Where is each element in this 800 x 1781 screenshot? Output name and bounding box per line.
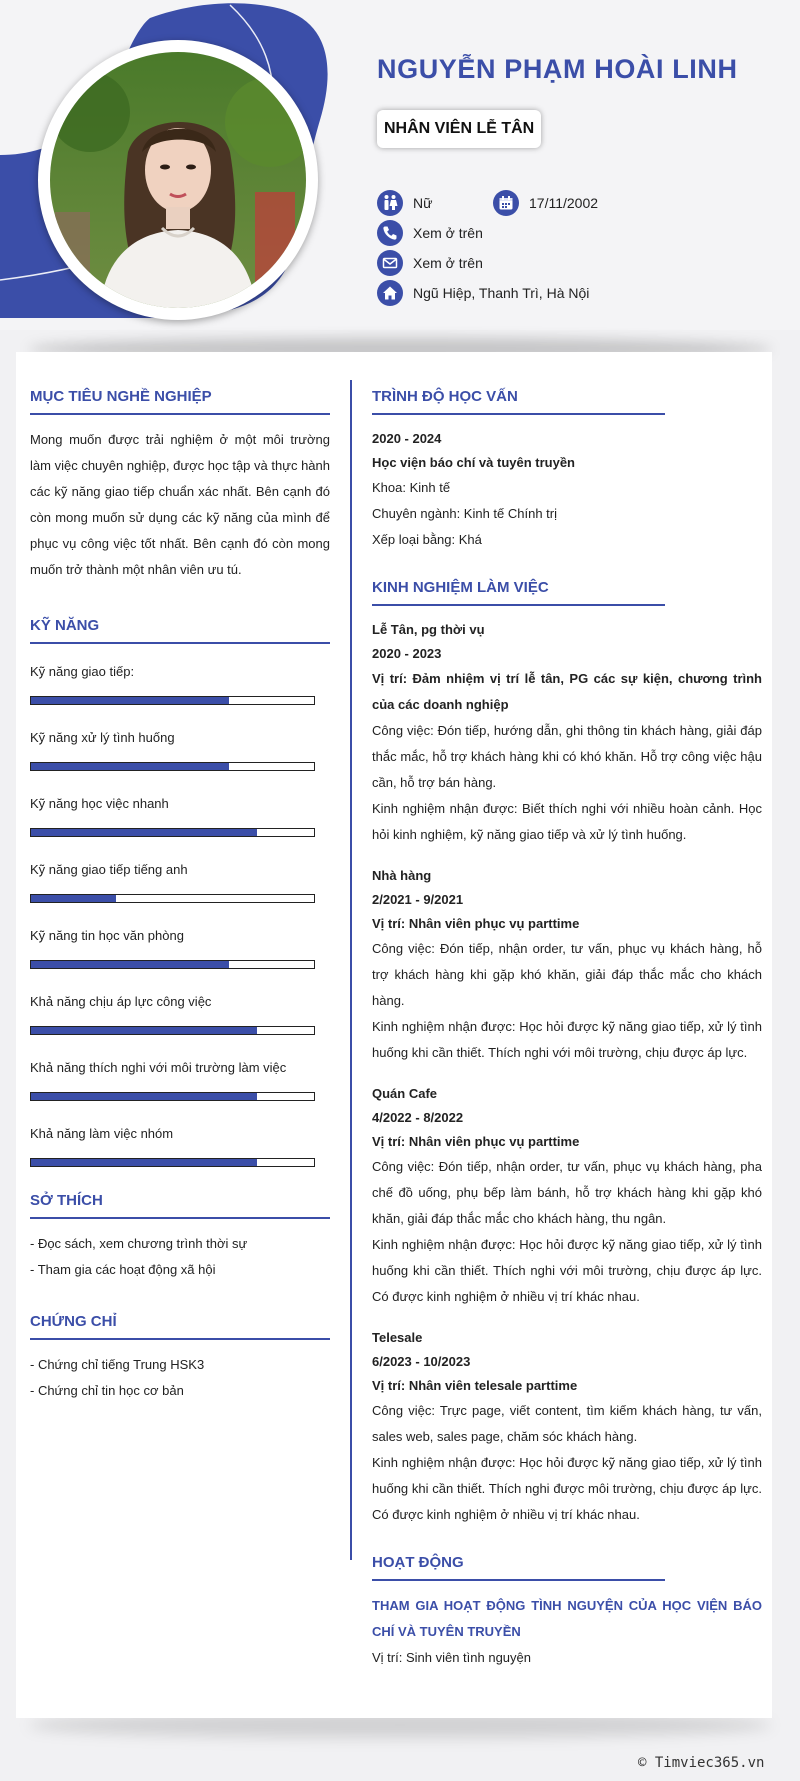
- job-period: 4/2022 - 8/2022: [372, 1110, 464, 1125]
- column-divider: [350, 380, 352, 1560]
- skill-bar: [30, 1158, 315, 1167]
- job-duties: Công việc: Đón tiếp, nhận order, tư vấn, phục vụ khách hàng, pha chế đồ uống, phụ bếp làm bánh, hỗ trợ khách hàng khi gặp khó khăn, giải đáp thắc mắc cho khách hàng, thu ngân.: [372, 1159, 762, 1226]
- birthday-value: 17/11/2002: [529, 195, 599, 211]
- job-period: 6/2023 - 10/2023: [372, 1354, 471, 1369]
- email-value: Xem ở trên: [413, 255, 483, 271]
- skill-bar: [30, 696, 315, 705]
- activity-name: THAM GIA HOẠT ĐỘNG TÌNH NGUYỆN CỦA HỌC VIỆN BÁO CHÍ VÀ TUYÊN TRUYỀN: [372, 1598, 762, 1639]
- skill-bar: [30, 894, 315, 903]
- address-value: Ngũ Hiệp, Thanh Trì, Hà Nội: [413, 285, 590, 301]
- home-icon: [377, 280, 403, 306]
- right-column: [372, 388, 762, 1671]
- job-role: Vị trí: Đảm nhiệm vị trí lễ tân, PG các sự kiện, chương trình của các doanh nghiệp: [372, 671, 762, 712]
- skill-bar-fill: [31, 697, 229, 704]
- email-icon: [377, 250, 403, 276]
- job-gained: Kinh nghiệm nhận được: Biết thích nghi với nhiều hoàn cảnh. Học hỏi kinh nghiệm, kỹ năng giao tiếp và xử lý tình huống.: [372, 801, 762, 842]
- certificates-section: [30, 1313, 330, 1404]
- skills-section: [30, 617, 330, 1167]
- skill-bar: [30, 1026, 315, 1035]
- skills-title: KỸ NĂNG: [30, 617, 330, 644]
- skill-bar-fill: [31, 763, 229, 770]
- phone-value: Xem ở trên: [413, 225, 483, 241]
- full-name: NGUYỄN PHẠM HOÀI LINH: [377, 54, 738, 84]
- skill-label: Kỹ năng giao tiếp tiếng anh: [30, 862, 188, 877]
- hobby-item: - Tham gia các hoạt động xã hội: [30, 1262, 216, 1277]
- skill-item: [30, 862, 330, 903]
- job-period: 2020 - 2023: [372, 646, 442, 661]
- education-section: [372, 388, 762, 553]
- skill-bar-fill: [31, 1093, 257, 1100]
- job-gained: Kinh nghiệm nhận được: Học hỏi được kỹ năng giao tiếp, xử lý tình huống khi cần thiết. Thích nghi với môi trường, chịu được áp lực.: [372, 1019, 762, 1060]
- education-title: TRÌNH ĐỘ HỌC VẤN: [372, 388, 665, 415]
- hobby-item: - Đọc sách, xem chương trình thời sự: [30, 1236, 248, 1251]
- job-company: Lễ Tân, pg thời vụ: [372, 622, 485, 637]
- skill-item: [30, 1126, 330, 1167]
- phone-row: [377, 220, 483, 246]
- education-major: Chuyên ngành: Kinh tế Chính trị: [372, 506, 558, 521]
- job-role: Vị trí: Nhân viên telesale parttime: [372, 1378, 578, 1393]
- job-entry: [372, 864, 762, 1066]
- avatar: [50, 52, 306, 308]
- skill-bar: [30, 960, 315, 969]
- certificates-title: CHỨNG CHỈ: [30, 1313, 330, 1340]
- skill-label: Kỹ năng xử lý tình huống: [30, 730, 175, 745]
- address-row: [377, 280, 589, 306]
- certificate-item: - Chứng chỉ tiếng Trung HSK3: [30, 1357, 205, 1372]
- avatar-frame: [38, 40, 318, 320]
- skill-item: [30, 730, 330, 771]
- job-position-badge: NHÂN VIÊN LỄ TÂN: [377, 110, 541, 148]
- certificate-item: - Chứng chỉ tin học cơ bản: [30, 1383, 184, 1398]
- education-period: 2020 - 2024: [372, 431, 442, 446]
- experience-section: [372, 579, 762, 1528]
- skill-item: [30, 928, 330, 969]
- job-duties: Công việc: Trực page, viết content, tìm kiếm khách hàng, tư vấn, sales web, sales page, chăm sóc khách hàng.: [372, 1403, 762, 1444]
- left-column: [30, 388, 330, 1404]
- copyright-footer: © Timviec365.vn: [638, 1755, 765, 1771]
- job-role: Vị trí: Nhân viên phục vụ parttime: [372, 1134, 580, 1149]
- objective-text: Mong muốn được trải nghiệm ở một môi trường làm việc chuyên nghiệp, được học tập và thực hành các kỹ năng giao tiếp chuẩn xác nhất. Bên cạnh đó còn mong muốn sử dụng các kỹ năng của mình để phục vụ công việc tốt nhất. Bên cạnh đó còn mong muốn trở thành một nhân viên ưu tú.: [30, 432, 330, 577]
- skill-label: Kỹ năng tin học văn phòng: [30, 928, 184, 943]
- education-grade: Xếp loại bằng: Khá: [372, 532, 482, 547]
- job-role: Vị trí: Nhân viên phục vụ parttime: [372, 916, 580, 931]
- job-gained: Kinh nghiệm nhận được: Học hỏi được kỹ năng giao tiếp, xử lý tình huống khi cần thiết. Thích nghi với môi trường, chịu được áp lực. Có được kinh nghiệm ở nhiều vị trí khác nhau.: [372, 1237, 762, 1304]
- skill-bar: [30, 828, 315, 837]
- hobbies-section: [30, 1192, 330, 1283]
- activities-section: [372, 1554, 762, 1671]
- activity-role: Vị trí: Sinh viên tình nguyện: [372, 1650, 531, 1665]
- gender-row: [377, 190, 432, 216]
- education-faculty: Khoa: Kinh tế: [372, 480, 451, 495]
- skill-label: Khả năng thích nghi với môi trường làm việc: [30, 1060, 287, 1075]
- job-entry: [372, 618, 762, 848]
- gender-value: Nữ: [413, 195, 433, 211]
- calendar-icon: [493, 190, 519, 216]
- objective-section: [30, 388, 330, 583]
- activities-title: HOẠT ĐỘNG: [372, 1554, 665, 1581]
- skill-bar-fill: [31, 829, 257, 836]
- job-duties: Công việc: Đón tiếp, nhận order, tư vấn, phục vụ khách hàng, hỗ trợ khách hàng khi gặp khó khăn, giải đáp thắc mắc cho khách hàng.: [372, 941, 762, 1008]
- skill-bar: [30, 1092, 315, 1101]
- gender-icon: [377, 190, 403, 216]
- skill-bar: [30, 762, 315, 771]
- skill-bar-fill: [31, 1027, 257, 1034]
- job-entry: [372, 1326, 762, 1528]
- skill-label: Kỹ năng giao tiếp:: [30, 664, 135, 679]
- skill-item: [30, 796, 330, 837]
- skill-label: Khả năng chịu áp lực công việc: [30, 994, 212, 1009]
- hobbies-title: SỞ THÍCH: [30, 1192, 330, 1219]
- job-gained: Kinh nghiệm nhận được: Học hỏi được kỹ năng giao tiếp, xử lý tình huống khi cần thiết. Thích nghi được môi trường, chịu được áp lực. Có được kinh nghiệm ở nhiều vị trí khác nhau.: [372, 1455, 762, 1522]
- skill-bar-fill: [31, 1159, 257, 1166]
- skill-item: [30, 664, 330, 705]
- skill-item: [30, 994, 330, 1035]
- job-entry: [372, 1082, 762, 1310]
- experience-title: KINH NGHIỆM LÀM VIỆC: [372, 579, 665, 606]
- skill-label: Kỹ năng học việc nhanh: [30, 796, 169, 811]
- skill-bar-fill: [31, 895, 116, 902]
- job-period: 2/2021 - 9/2021: [372, 892, 464, 907]
- email-row: [377, 250, 483, 276]
- phone-icon: [377, 220, 403, 246]
- job-company: Telesale: [372, 1330, 423, 1345]
- cv-body: [16, 352, 772, 1718]
- skill-label: Khả năng làm việc nhóm: [30, 1126, 174, 1141]
- skill-bar-fill: [31, 961, 229, 968]
- skill-item: [30, 1060, 330, 1101]
- birthday-row: [493, 190, 598, 216]
- job-company: Nhà hàng: [372, 868, 432, 883]
- job-duties: Công việc: Đón tiếp, hướng dẫn, ghi thông tin khách hàng, giải đáp thắc mắc, hỗ trợ khách hàng khi có khó khăn. Hỗ trợ công việc hậu cần, hỗ trợ bán hàng.: [372, 723, 762, 790]
- education-school: Học viện báo chí và tuyên truyền: [372, 455, 575, 470]
- job-company: Quán Cafe: [372, 1086, 438, 1101]
- objective-title: MỤC TIÊU NGHỀ NGHIỆP: [30, 388, 330, 415]
